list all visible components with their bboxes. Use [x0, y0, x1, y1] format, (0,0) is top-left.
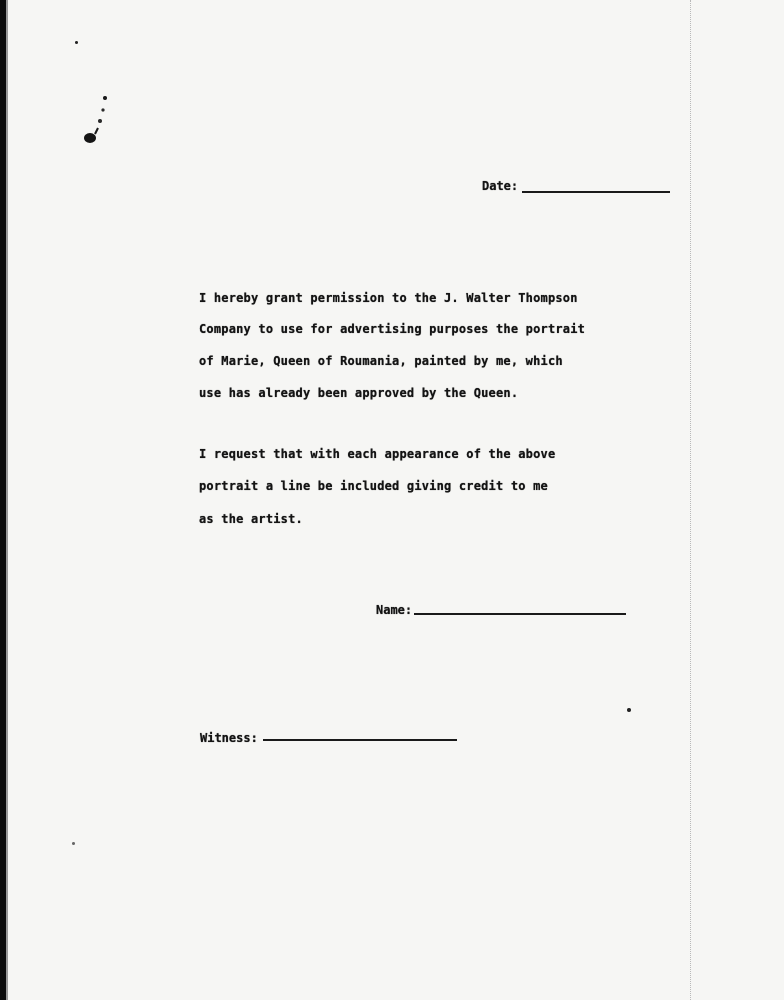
ink-blot-icon [78, 92, 108, 148]
scan-left-shadow [6, 0, 8, 1000]
body-line: portrait a line be included giving credit to me [199, 479, 548, 493]
name-signature-line [414, 613, 626, 615]
witness-signature-line [263, 739, 457, 741]
date-signature-line [522, 191, 670, 193]
body-line: of Marie, Queen of Roumania, painted by me, which [199, 354, 563, 368]
name-label: Name: [376, 603, 413, 617]
body-line: I request that with each appearance of the above [199, 447, 556, 461]
ink-speck [72, 842, 75, 845]
body-line: use has already been approved by the Queen. [199, 386, 519, 400]
body-line: I hereby grant permission to the J. Walter Thompson [199, 291, 578, 305]
body-line: Company to use for advertising purposes the portrait [199, 322, 586, 336]
paper-fold-line [690, 0, 691, 1000]
ink-speck [75, 41, 78, 44]
date-label: Date: [482, 179, 519, 193]
witness-label: Witness: [200, 731, 258, 745]
body-line: as the artist. [199, 512, 303, 526]
ink-speck [627, 708, 631, 712]
